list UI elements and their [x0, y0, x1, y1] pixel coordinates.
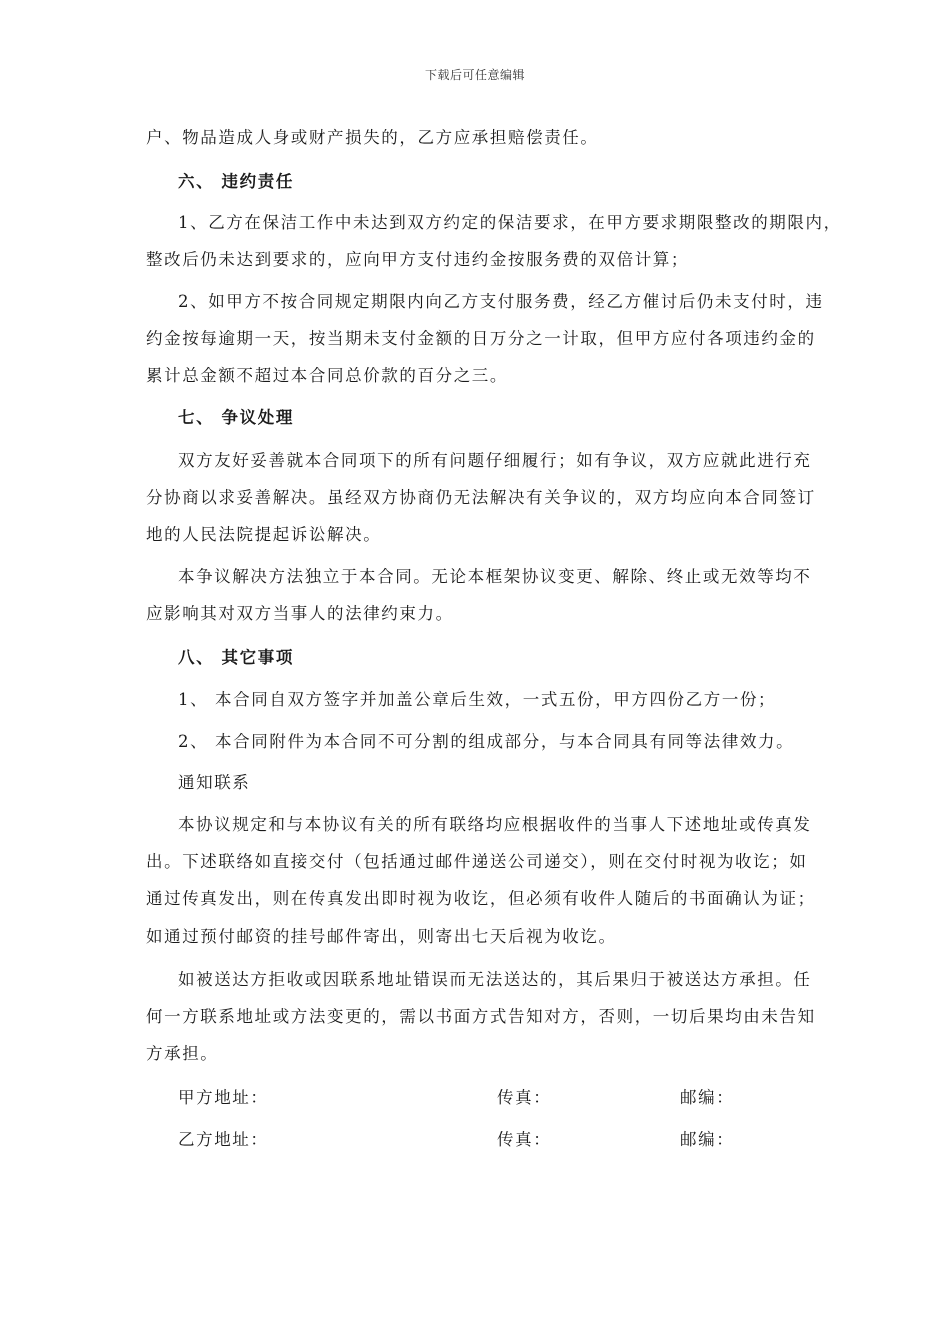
- body-line: 分协商以求妥善解决。虽经双方协商仍无法解决有关争议的，双方均应向本合同签订: [146, 488, 816, 507]
- party-b-address-label: 乙方地址：: [178, 1130, 269, 1149]
- body-line: 户、物品造成人身或财产损失的，乙方应承担赔偿责任。: [146, 128, 599, 147]
- body-line: 通过传真发出，则在传真发出即时视为收讫，但必须有收件人随后的书面确认为证；: [146, 889, 816, 908]
- body-line: 应影响其对双方当事人的法律约束力。: [146, 604, 454, 623]
- section-heading-other: 八、 其它事项: [178, 648, 294, 667]
- body-line: 本协议规定和与本协议有关的所有联络均应根据收件的当事人下述地址或传真发: [178, 815, 812, 834]
- body-line: 双方友好妥善就本合同项下的所有问题仔细履行；如有争议，双方应就此进行充: [178, 451, 812, 470]
- page-header: 下载后可任意编辑: [424, 68, 525, 82]
- body-line: 1、 本合同自双方签字并加盖公章后生效，一式五份，甲方四份乙方一份；: [178, 690, 777, 709]
- body-line: 出。下述联络如直接交付（包括通过邮件递送公司递交），则在交付时视为收讫；如: [146, 852, 808, 871]
- party-a-postcode-label: 邮编：: [680, 1088, 735, 1107]
- body-line: 本争议解决方法独立于本合同。无论本框架协议变更、解除、终止或无效等均不: [178, 567, 812, 586]
- body-line: 如被送达方拒收或因联系地址错误而无法送达的，其后果归于被送达方承担。任: [178, 970, 812, 989]
- party-a-fax-label: 传真：: [497, 1088, 552, 1107]
- body-line: 如通过预付邮资的挂号邮件寄出，则寄出七天后视为收讫。: [146, 927, 617, 946]
- body-line: 2、如甲方不按合同规定期限内向乙方支付服务费，经乙方催讨后仍未支付时，违: [178, 292, 824, 311]
- body-line: 约金按每逾期一天，按当期未支付金额的日万分之一计取，但甲方应付各项违约金的: [146, 329, 816, 348]
- subheading-notice: 通知联系: [178, 773, 251, 792]
- party-b-postcode-label: 邮编：: [680, 1130, 735, 1149]
- party-b-fax-label: 传真：: [497, 1130, 552, 1149]
- body-line: 何一方联系地址或方法变更的，需以书面方式告知对方，否则，一切后果均由未告知: [146, 1007, 816, 1026]
- body-line: 1、乙方在保洁工作中未达到双方约定的保洁要求，在甲方要求期限整改的期限内，: [178, 213, 842, 232]
- section-heading-dispute: 七、 争议处理: [178, 408, 294, 427]
- body-line: 2、 本合同附件为本合同不可分割的组成部分，与本合同具有同等法律效力。: [178, 732, 795, 751]
- body-line: 地的人民法院提起诉讼解决。: [146, 525, 382, 544]
- body-line: 整改后仍未达到要求的，应向甲方支付违约金按服务费的双倍计算；: [146, 250, 689, 269]
- body-line: 方承担。: [146, 1044, 219, 1063]
- body-line: 累计总金额不超过本合同总价款的百分之三。: [146, 366, 508, 385]
- party-a-address-label: 甲方地址：: [178, 1088, 269, 1107]
- section-heading-breach: 六、 违约责任: [178, 172, 294, 191]
